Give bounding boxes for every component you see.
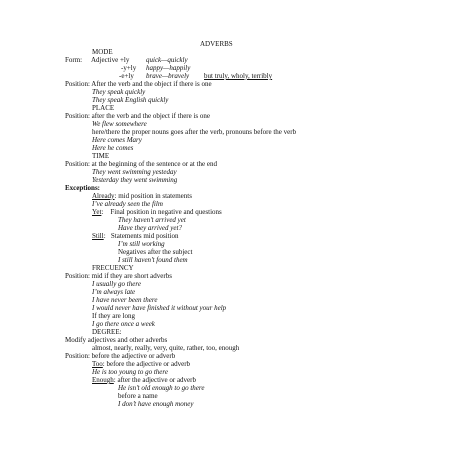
enough-note: before a name <box>118 392 158 400</box>
enough-line <box>92 376 196 384</box>
yet-example-1: They haven’t arrived yet <box>118 216 186 224</box>
time-heading: TIME <box>92 152 110 160</box>
degree-position: Position: before the adjective or adverb <box>65 352 176 360</box>
enough-rule: : after the adjective or adverb <box>113 376 196 384</box>
form-example-1: quick—quickly <box>146 56 188 64</box>
frequency-example-2: I’m always late <box>92 288 136 296</box>
degree-modify: Modify adjectives and other adverbs <box>65 336 168 344</box>
already-line <box>92 192 192 200</box>
too-line <box>92 360 190 368</box>
time-example-1: They went swimming yesteday <box>92 168 177 176</box>
time-example-2: Yesterday they went swimming <box>92 176 178 184</box>
place-heading: PLACE <box>92 104 115 112</box>
yet-word: Yet <box>92 208 102 216</box>
frequency-position: Position: mid if they are short adverbs <box>65 272 172 280</box>
frequency-heading: FRECUENCY <box>92 264 134 272</box>
form-exceptions: but truly, wholy, terribly <box>204 72 273 80</box>
too-example: He is too young to go there <box>92 368 168 376</box>
form-rule-2: -y+ly <box>121 64 137 72</box>
place-example-1: We flew somewhere <box>92 120 147 128</box>
place-example-3: Here he comes <box>92 144 134 152</box>
frequency-example-5: I go there once a week <box>92 320 155 328</box>
still-line <box>92 232 179 240</box>
too-rule: : before the adjective or adverb <box>102 360 191 368</box>
exceptions-heading: Exceptions: <box>65 184 100 192</box>
already-rule: : mid position in statements <box>114 192 192 200</box>
place-example-2: Here comes Mary <box>92 136 142 144</box>
enough-word: Enough <box>92 376 114 384</box>
frequency-example-1: I usually go there <box>92 280 141 288</box>
enough-example-1: He isn’t old enough to go there <box>118 384 205 392</box>
yet-line <box>92 208 222 216</box>
frequency-long-note: If they are long <box>92 312 135 320</box>
form-rule-3: -e+ly <box>119 72 134 80</box>
still-example-2: I still haven’t found them <box>118 256 188 264</box>
enough-example-2: I don’t have enough money <box>118 400 194 408</box>
too-word: Too <box>92 360 103 368</box>
form-example-3: brave—bravely <box>146 72 190 80</box>
still-word: Still <box>92 232 104 240</box>
form-example-2: happy—happily <box>146 64 191 72</box>
form-label: Form: <box>65 56 83 64</box>
still-note: Negatives after the subject <box>118 248 193 256</box>
document-title: ADVERBS <box>200 40 233 48</box>
still-rule: : Statements mid position <box>103 232 179 240</box>
degree-heading: DEGREE: <box>92 328 122 336</box>
already-word: Already <box>92 192 115 200</box>
still-example-1: I’m still working <box>118 240 165 248</box>
mode-heading: MODE <box>92 48 113 56</box>
frequency-example-4: I would never have finished it without your help <box>92 304 227 312</box>
place-position: Position: after the verb and the object if there is one <box>65 112 211 120</box>
place-note: here/there the proper nouns goes after the verb, pronouns before the verb <box>92 128 297 136</box>
yet-example-2: Have they arrived yet? <box>118 224 182 232</box>
mode-position: Position: After the verb and the object if there is one <box>65 80 212 88</box>
frequency-example-3: I have never been there <box>92 296 158 304</box>
form-rule-1: Adjective +ly <box>91 56 130 64</box>
mode-example-1: They speak quickly <box>92 88 146 96</box>
time-position: Position: at the beginning of the sentence or at the end <box>65 160 218 168</box>
yet-rule: : Final position in negative and questions <box>101 208 222 216</box>
already-example: I’ve already seen the film <box>92 200 163 208</box>
degree-list: almost, nearly, really, very, quite, rather, too, enough <box>92 344 240 352</box>
mode-example-2: They speak English quickly <box>92 96 169 104</box>
